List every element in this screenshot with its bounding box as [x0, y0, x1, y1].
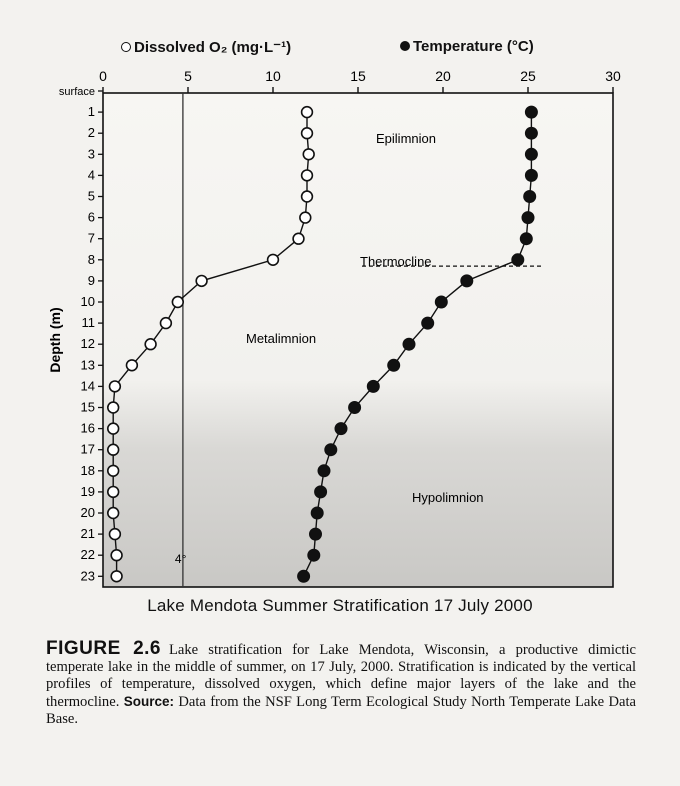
y-tick-label: 4 — [87, 167, 95, 183]
figure-label: FIGURE 2.6 — [46, 638, 161, 659]
source-text: Data from the NSF Long Term Ecological Study North Temperate Lake Data Base. — [46, 694, 636, 727]
dissolved-oxygen-point — [172, 297, 183, 308]
dissolved-oxygen-point — [161, 318, 172, 329]
temperature-point — [349, 402, 361, 414]
label-metalimnion: Metalimnion — [246, 331, 317, 346]
x-tick-label: 25 — [520, 68, 536, 84]
dissolved-oxygen-point — [302, 191, 313, 202]
caption-text: Lake stratification for Lake Mendota, Wisconsin, a productive dimictic temperate lake in the middle of summer, on 17 July, 2000. Stratification is indicated by the vertical profiles of temperature, dissolved oxygen, which define major layers of the lake and the thermocline. — [46, 642, 636, 710]
temperature-point — [525, 169, 537, 181]
temperature-point — [298, 570, 310, 582]
y-tick-label: 1 — [87, 104, 95, 120]
y-tick-label: 15 — [80, 399, 95, 415]
label-hypolimnion: Hypolimnion — [412, 490, 484, 505]
temperature-point — [461, 275, 473, 287]
x-tick-label: 15 — [350, 68, 366, 84]
temperature-point — [403, 338, 415, 350]
filled-circle-icon — [400, 41, 410, 51]
y-tick-label: 19 — [80, 483, 95, 499]
y-tick-label: surface — [58, 86, 95, 98]
y-tick-label: 3 — [87, 146, 95, 162]
temperature-point — [311, 507, 323, 519]
x-tick-label: 30 — [605, 68, 621, 84]
y-tick-label: 18 — [80, 462, 95, 478]
temperature-point — [367, 380, 379, 392]
dissolved-oxygen-point — [108, 465, 119, 476]
dissolved-oxygen-point — [111, 571, 122, 582]
x-tick-label: 20 — [435, 68, 451, 84]
dissolved-oxygen-point — [108, 508, 119, 519]
y-tick-label: 16 — [80, 420, 95, 436]
temperature-point — [310, 528, 322, 540]
dissolved-oxygen-point — [108, 444, 119, 455]
temperature-point — [525, 148, 537, 160]
y-tick-label: 8 — [87, 251, 95, 267]
source-label: Source: — [123, 694, 174, 709]
temperature-point — [335, 423, 347, 435]
dissolved-oxygen-point — [302, 170, 313, 181]
dissolved-oxygen-point — [302, 128, 313, 139]
y-tick-label: 5 — [87, 188, 95, 204]
temperature-point — [525, 127, 537, 139]
reference-line-label: 4° — [174, 552, 187, 567]
label-thermocline: Thermocline — [360, 254, 432, 269]
dissolved-oxygen-point — [110, 529, 121, 540]
plot-background — [103, 93, 613, 587]
y-tick-label: 9 — [87, 272, 95, 288]
y-tick-label: 23 — [80, 568, 95, 584]
legend-do-label: Dissolved O₂ (mg·L⁻¹) — [134, 39, 292, 56]
y-tick-label: 2 — [87, 125, 95, 141]
y-tick-label: 6 — [87, 209, 95, 225]
dissolved-oxygen-point — [293, 233, 304, 244]
temperature-point — [512, 254, 524, 266]
dissolved-oxygen-point — [108, 402, 119, 413]
dissolved-oxygen-point — [108, 423, 119, 434]
dissolved-oxygen-point — [268, 254, 279, 265]
y-tick-label: 10 — [80, 294, 95, 309]
dissolved-oxygen-point — [126, 360, 137, 371]
dissolved-oxygen-point — [300, 212, 311, 223]
label-epilimnion: Epilimnion — [376, 131, 436, 146]
temperature-point — [388, 359, 400, 371]
x-tick-label: 10 — [265, 68, 281, 84]
temperature-point — [318, 465, 330, 477]
temperature-point — [422, 317, 434, 329]
y-tick-label: 13 — [80, 357, 95, 373]
x-tick-label: 5 — [184, 68, 192, 84]
dissolved-oxygen-point — [145, 339, 156, 350]
y-tick-label: 21 — [80, 526, 95, 542]
dissolved-oxygen-point — [108, 487, 119, 498]
x-tick-label: 0 — [99, 68, 107, 84]
dissolved-oxygen-point — [302, 107, 313, 118]
legend-dissolved-oxygen — [121, 38, 291, 56]
y-tick-label: 12 — [80, 336, 95, 352]
temperature-point — [522, 212, 534, 224]
temperature-point — [325, 444, 337, 456]
legend-temperature — [400, 38, 534, 55]
figure-caption — [46, 640, 636, 728]
y-axis-label: Depth (m) — [47, 307, 63, 373]
temperature-point — [524, 191, 536, 203]
y-tick-label: 7 — [87, 230, 95, 246]
dissolved-oxygen-point — [110, 381, 121, 392]
y-tick-label: 17 — [80, 441, 95, 457]
temperature-point — [435, 296, 447, 308]
temperature-point — [525, 106, 537, 118]
open-circle-icon — [121, 42, 131, 52]
dissolved-oxygen-point — [303, 149, 314, 160]
y-tick-label: 22 — [80, 547, 95, 563]
y-tick-label: 20 — [80, 505, 95, 520]
temperature-point — [308, 549, 320, 561]
chart-title: Lake Mendota Summer Stratification 17 July 2000 — [147, 596, 533, 615]
dissolved-oxygen-point — [196, 276, 207, 287]
temperature-point — [315, 486, 327, 498]
y-tick-label: 14 — [80, 378, 95, 394]
dissolved-oxygen-point — [111, 550, 122, 561]
y-tick-label: 11 — [81, 315, 95, 331]
legend-temp-label: Temperature (°C) — [413, 38, 534, 55]
temperature-point — [520, 233, 532, 245]
